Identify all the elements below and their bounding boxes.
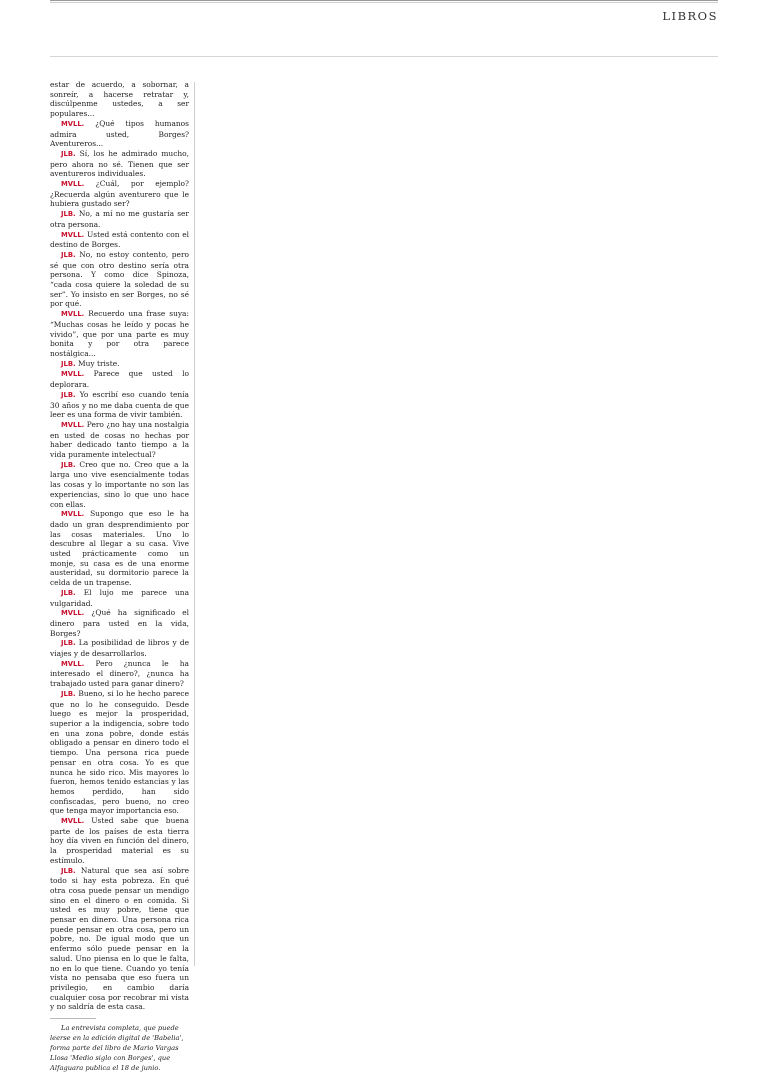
speaker-text: No, no estoy contento, pero sé que con otro destino sería otra persona. Y como dice Spinoza, “cada cosa quiere la soledad de su ser”. Yo insisto en ser Borges, no sé por qué.	[50, 249, 189, 309]
speaker-label: JLB.	[61, 359, 76, 368]
speaker-text: No, a mí no me gustaría ser otra persona.	[50, 209, 189, 229]
interview-paragraph	[50, 209, 189, 229]
speaker-text: El lujo me parece una vulgaridad.	[50, 587, 189, 608]
speaker-label: MVLL.	[61, 817, 85, 826]
speaker-text: Parece que usted lo deplorara.	[50, 369, 189, 390]
speaker-label: MVLL.	[61, 420, 85, 429]
speaker-text: Bueno, si lo he hecho parece que no lo he conseguido. Desde luego es mejor la prosperidad, superior a la indigencia, sobre todo en una zona pobre, donde estás obligado a pensar en dinero todo el tiempo. Una persona rica puede pensar en otra cosa. Yo es que nunca he sido rico. Mis mayores lo fueron, hemos tenido estancias y las hemos perdido, han sido confiscadas, pero bueno, no creo que tenga mayor importancia eso.	[50, 688, 189, 816]
interview-paragraph	[50, 866, 189, 1013]
interview-paragraph	[50, 588, 189, 608]
interview-paragraph	[50, 638, 189, 658]
interview-paragraph	[50, 608, 189, 638]
speaker-text: Recuerdo una frase suya: “Muchas cosas he leído y pocas he vivido”, que por una parte es muy bonita y por otra parece nostálgica...	[50, 309, 189, 358]
article-column	[50, 80, 189, 1073]
speaker-label: JLB.	[61, 250, 76, 259]
interview-paragraph	[50, 460, 189, 510]
speaker-label: MVLL.	[61, 609, 85, 618]
speaker-label: JLB.	[61, 390, 76, 399]
interview-paragraph	[50, 179, 189, 209]
speaker-text: ¿Qué ha significado el dinero para usted en la vida, Borges?	[50, 608, 189, 638]
speaker-text: Pero ¿nunca le ha interesado el dinero?, ¿nunca ha trabajado usted para ganar dinero?	[50, 658, 189, 689]
header-divider	[50, 56, 718, 57]
interview-paragraph	[50, 816, 189, 866]
speaker-text: Creo que no. Creo que a la larga uno vive esencialmente todas las cosas y lo importante no son las experiencias, sino lo que uno hace con ellas.	[50, 459, 189, 509]
speaker-label: JLB.	[61, 588, 76, 597]
speaker-label: MVLL.	[61, 119, 85, 128]
speaker-text: La posibilidad de libros y de viajes y de desarrollarlos.	[50, 638, 189, 659]
speaker-text: Yo escribí eso cuando tenía 30 años y no me daba cuenta de que leer es una forma de vivir también.	[50, 389, 189, 420]
speaker-text: Sí, los he admirado mucho, pero ahora no sé. Tienen que ser aventureros individuales.	[50, 148, 190, 179]
speaker-label: JLB.	[61, 866, 76, 875]
interview-paragraph	[50, 230, 189, 250]
speaker-text: ¿Cuál, por ejemplo? ¿Recuerda algún aventurero que le hubiera gustado ser?	[50, 179, 189, 209]
speaker-text: Usted está contento con el destino de Borges.	[50, 229, 189, 250]
interview-paragraph	[50, 149, 189, 179]
speaker-label: MVLL.	[61, 180, 85, 189]
footnote: La entrevista completa, que puede leerse en la edición digital de 'Babelia', forma parte del libro de Mario Vargas Llosa 'Medio siglo con Borges', que Alfaguara publica el 18 de junio.	[50, 1024, 184, 1073]
interview-paragraph	[50, 119, 189, 149]
interview-paragraph	[50, 509, 189, 588]
speaker-label: MVLL.	[61, 310, 85, 319]
speaker-text: Pero ¿no hay una nostalgia en usted de cosas no hechas por haber dedicado tanto tiempo a la vida puramente intelectual?	[50, 419, 189, 460]
speaker-text: Usted sabe que buena parte de los países de esta tierra hoy día viven en función del dinero, la prosperidad material es su estímulo.	[50, 816, 189, 865]
interview-paragraph	[50, 420, 189, 460]
speaker-label: MVLL.	[61, 230, 85, 239]
interview-paragraph	[50, 250, 189, 309]
speaker-label: MVLL.	[61, 659, 85, 668]
speaker-label: MVLL.	[61, 510, 85, 519]
speaker-label: JLB.	[61, 149, 76, 158]
top-rule	[50, 0, 718, 3]
speaker-label: JLB.	[61, 639, 76, 648]
speaker-label: JLB.	[61, 210, 76, 219]
interview-paragraph	[50, 390, 189, 420]
intro-paragraph: estar de acuerdo, a sobornar, a sonreír, a hacerse retratar y, discúlpenme ustedes, a ser populares...	[50, 80, 189, 119]
note-divider	[50, 1018, 96, 1019]
speaker-text: Supongo que eso le ha dado un gran desprendimiento por las cosas materiales. Uno lo descubre al llegar a su casa. Vive usted prácticamente como un monje, su casa es de una enorme austeridad, su dormitorio parece la celda de un trapense.	[50, 509, 189, 588]
interview-paragraph	[50, 359, 189, 370]
speaker-text: Natural que sea así sobre todo si hay esta pobreza. En qué otra cosa puede pensar un mendigo sino en el dinero o en comida. Si usted es muy pobre, tiene que pensar en dinero. Una persona rica puede pensar en otra cosa, pero un pobre, no. De igual modo que un enfermo sólo puede pensar en la salud. Uno piensa en lo que le falta, no en lo que tiene. Cuando yo tenía vista no pensaba que eso fuera un privilegio, en cambio daría cualquier cosa por recobrar mi vista y no saldría de esta casa.	[50, 865, 189, 1012]
interview-paragraph	[50, 309, 189, 359]
interview-paragraph	[50, 659, 189, 689]
section-title: LIBROS	[662, 9, 718, 23]
speaker-label: MVLL.	[61, 370, 85, 379]
speaker-text: Muy triste.	[78, 358, 120, 368]
speaker-text: ¿Qué tipos humanos admira usted, Borges? Aventureros...	[50, 118, 189, 149]
speaker-label: JLB.	[61, 460, 76, 469]
column-divider	[194, 82, 195, 966]
speaker-label: JLB.	[61, 689, 76, 698]
interview-exchanges	[50, 119, 189, 1012]
interview-paragraph	[50, 369, 189, 389]
interview-paragraph	[50, 689, 189, 816]
